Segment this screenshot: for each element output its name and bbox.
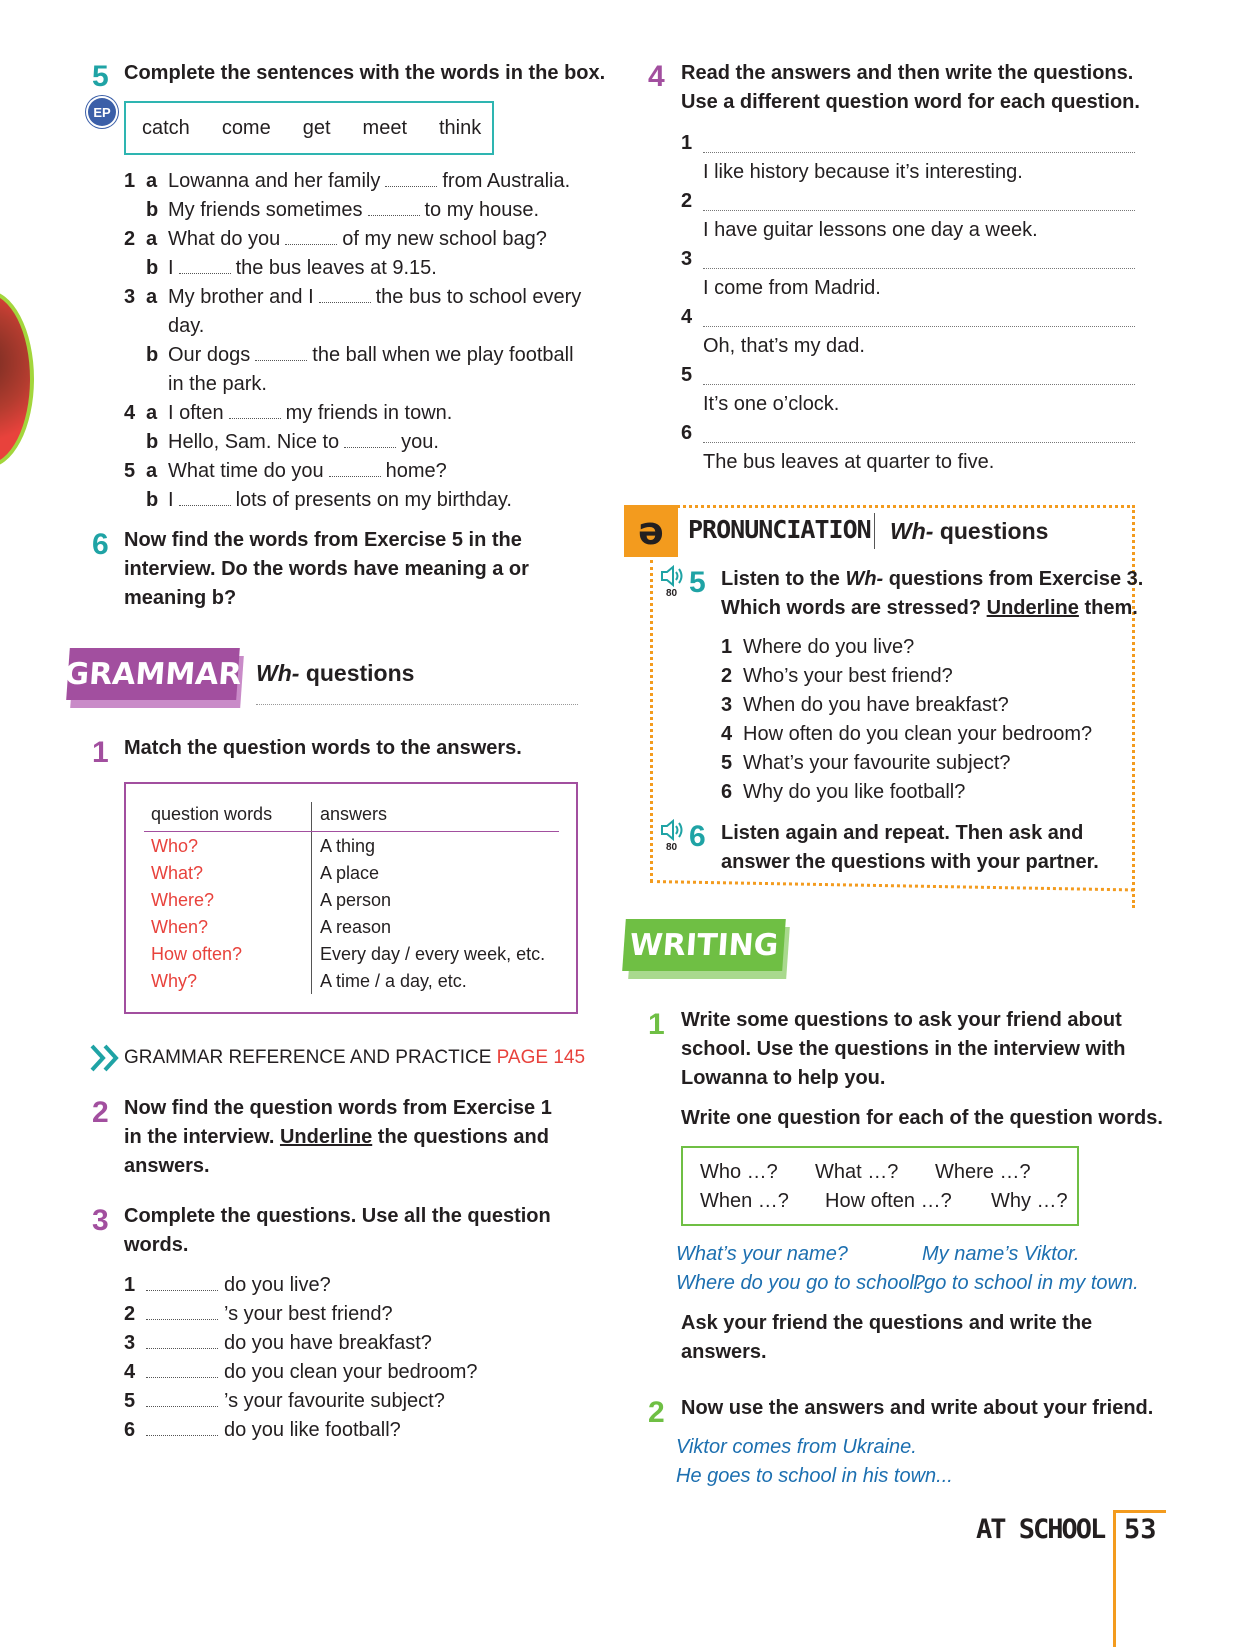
sentence-row [124,254,437,283]
sentence-text: What time do you [168,460,324,482]
text-fragment: Wh- [845,568,884,590]
question-row [124,1416,401,1445]
writing-exercise-1-line: Lowanna to help you. [681,1067,886,1089]
item-number: 1 [681,132,693,154]
answer-blank[interactable] [146,1334,218,1349]
sentence-text: My brother and I [168,286,314,308]
pronunciation-title-divider [874,513,875,549]
exercise-4-line: Use a different question word for each question. [681,91,1140,113]
text-fragment: them. [1084,597,1138,619]
sentence-letter: a [146,286,158,308]
word-item: meet [362,116,407,139]
question-word: Where? [151,890,215,910]
question-number: 2 [124,1303,136,1325]
question-text: When do you have breakfast? [743,694,1009,716]
sentence-text: from Australia. [442,170,571,192]
answer-blank[interactable] [179,491,231,506]
sentence-text: I [168,489,174,511]
question-number: 3 [124,1332,136,1354]
question-number: 4 [721,723,733,745]
answer-text: The bus leaves at quarter to five. [703,451,995,473]
text-fragment: Listen to the [721,568,840,590]
pronunciation-box-left-border [650,560,653,882]
exercise-5-number: 5 [92,60,109,93]
answer-line[interactable] [703,152,1135,153]
answer-blank[interactable] [229,404,281,419]
sentence-letter: a [146,228,158,250]
schwa-icon [624,505,678,557]
pronunciation-question [721,662,953,691]
sentence-row [124,312,204,341]
page-number: 53 [1124,1514,1157,1545]
question-word: When? [151,917,209,937]
item-number: 5 [681,364,693,386]
answer-blank[interactable] [285,230,337,245]
pronunciation-question [721,691,1009,720]
answer-line[interactable] [703,268,1135,269]
table-header-answers: answers [320,804,388,824]
sentence-number: 5 [124,460,136,482]
sentence-text: lots of presents on my birthday. [235,489,512,511]
word-item: catch [142,116,190,139]
box-word: Who …? [700,1161,778,1183]
pronunciation-question [721,720,1092,749]
question-number: 2 [721,665,733,687]
sentence-text: Our dogs [168,344,251,366]
question-number: 3 [721,694,733,716]
box-word: How often …? [825,1190,952,1212]
question-words-box [681,1146,1079,1226]
question-number: 1 [721,636,733,658]
sentence-row [124,486,512,515]
example-answer: I go to school in my town. [913,1272,1139,1294]
sentence-letter: b [146,489,159,511]
question-text: do you have breakfast? [224,1332,432,1354]
answer-line[interactable] [703,442,1135,443]
item-number: 2 [681,190,693,212]
question-words-table [124,782,578,1014]
grammar-exercise-2-line: Now find the question words from Exercise 1 [124,1097,552,1119]
question-text: What’s your favourite subject? [743,752,1011,774]
example-question: Where do you go to school? [676,1272,926,1294]
sentence-letter: b [146,344,159,366]
sentence-row [124,167,570,196]
question-number: 1 [124,1274,136,1296]
question-number: 4 [124,1361,136,1383]
answer-text: I have guitar lessons one day a week. [703,219,1038,241]
sentence-letter: b [146,431,159,453]
table-header-divider [144,831,559,832]
writing-exercise-2-number: 2 [648,1396,665,1429]
question-row [124,1271,331,1300]
answer-text: I come from Madrid. [703,277,881,299]
grammar-reference-text: GRAMMAR REFERENCE AND PRACTICE [124,1047,492,1068]
answer-type: A person [320,890,392,910]
ep-badge [88,98,116,126]
sentence-number: 2 [124,228,136,250]
text-fragment: in the interview. [124,1126,275,1148]
sentence-row [124,225,547,254]
pronunciation-exercise-6-line: Listen again and repeat. Then ask and [721,822,1084,844]
answer-blank[interactable] [385,172,437,187]
question-text: do you like football? [224,1419,401,1441]
writing-banner-label: WRITING [628,927,780,963]
underline-word: Underline [986,597,1079,619]
sentence-number: 3 [124,286,136,308]
box-word: Where …? [935,1161,1031,1183]
grammar-exercise-2-number: 2 [92,1096,109,1129]
question-number: 5 [721,752,733,774]
question-row [124,1358,478,1387]
writing-exercise-1-instruction-2: Write one question for each of the question words. [681,1107,1163,1129]
grammar-banner [63,648,243,700]
text-fragment: Which words are stressed? [721,597,982,619]
footer-section-title: AT SCHOOL [976,1514,1105,1545]
grammar-exercise-2-line [124,1122,549,1152]
question-word: Why? [151,971,198,991]
example-question: What’s your name? [676,1243,848,1265]
answer-blank[interactable] [255,346,307,361]
answer-blank[interactable] [146,1276,218,1291]
double-chevron-icon [90,1044,122,1072]
ep-badge-label: EP [93,104,111,120]
sentence-row [124,370,267,399]
grammar-reference-page: PAGE 145 [496,1047,586,1068]
answer-blank[interactable] [146,1363,218,1378]
answer-blank[interactable] [368,201,420,216]
answer-blank[interactable] [344,433,396,448]
grammar-exercise-2-line: answers. [124,1155,210,1177]
word-item: get [302,116,331,139]
question-text: Why do you like football? [743,781,966,803]
text-fragment: questions from Exercise 3. [888,568,1144,590]
sentence-text: I [168,257,174,279]
schwa-symbol: ə [638,509,664,553]
question-word: Who? [151,836,199,856]
writing-exercise-1-instruction-3: answers. [681,1341,767,1363]
writing-exercise-1-number: 1 [648,1008,665,1041]
writing-exercise-1-instruction-3: Ask your friend the questions and write the [681,1312,1093,1334]
photo-edge-decoration [0,290,34,468]
grammar-exercise-1-number: 1 [92,736,109,769]
pronunciation-exercise-5-line [721,564,1143,594]
sentence-text: the bus leaves at 9.15. [235,257,437,279]
question-row [124,1300,393,1329]
sentence-text: Hello, Sam. Nice to [168,431,340,453]
writing-example: He goes to school in his town... [676,1465,953,1487]
grammar-exercise-1-instruction: Match the question words to the answers. [124,737,522,759]
pronunciation-question [721,749,1011,778]
answer-type: A thing [320,836,376,856]
word-item: think [439,116,482,139]
question-text: Who’s your best friend? [743,665,953,687]
pronunciation-question [721,778,965,807]
question-text: do you live? [224,1274,331,1296]
sentence-text: my friends in town. [285,402,453,424]
grammar-subtitle-wh: Wh- [256,660,300,686]
grammar-subtitle [256,660,414,687]
pronunciation-exercise-5-line [721,593,1138,623]
exercise-6-line: Now find the words from Exercise 5 in the [124,529,522,551]
answer-type: Every day / every week, etc. [320,944,546,964]
grammar-subtitle-text: questions [305,660,415,686]
pronunciation-exercise-6-line: answer the questions with your partner. [721,851,1099,873]
exercise-4-line: Read the answers and then write the questions. [681,62,1134,84]
question-text: do you clean your bedroom? [224,1361,478,1383]
writing-banner [622,919,786,971]
pronunciation-subtitle-text: questions [939,518,1049,544]
grammar-divider [256,704,578,705]
exercise-6-line: interview. Do the words have meaning a or [124,558,529,580]
sentence-row [124,196,539,225]
answer-blank[interactable] [146,1392,218,1407]
exercise-6-line: meaning b? [124,587,237,609]
sentence-row [124,457,447,486]
answer-text: It’s one o’clock. [703,393,840,415]
question-text: ’s your best friend? [224,1303,393,1325]
question-number: 6 [721,781,733,803]
text-fragment: the questions and [377,1126,549,1148]
answer-line[interactable] [703,326,1135,327]
sentence-text: to my house. [424,199,540,221]
sentence-text: the ball when we play football [312,344,574,366]
audio-track-number: 80 [666,842,678,853]
grammar-exercise-3-line: words. [124,1234,189,1256]
exercise-6-number: 6 [92,528,109,561]
sentence-row [124,283,581,312]
sentence-number: 1 [124,170,136,192]
box-word: Why …? [991,1190,1068,1212]
sentence-text: day. [168,315,205,337]
item-number: 4 [681,306,693,328]
answer-type: A place [320,863,380,883]
pronunciation-subtitle-wh: Wh- [890,518,934,544]
sentence-text: home? [385,460,447,482]
item-number: 3 [681,248,693,270]
sentence-text: What do you [168,228,281,250]
word-box [124,101,494,155]
table-header-question-words: question words [151,804,273,824]
question-word: How often? [151,944,243,964]
question-number: 5 [124,1390,136,1412]
answer-line[interactable] [703,210,1135,211]
answer-line[interactable] [703,384,1135,385]
sentence-text: the bus to school every [375,286,582,308]
pronunciation-subtitle [890,518,1048,545]
pronunciation-question [721,633,914,662]
answer-blank[interactable] [146,1421,218,1436]
writing-exercise-2-instruction: Now use the answers and write about your friend. [681,1397,1154,1419]
box-word: What …? [815,1161,899,1183]
answer-blank[interactable] [146,1305,218,1320]
example-answer: My name’s Viktor. [922,1243,1080,1265]
sentence-letter: a [146,402,158,424]
answer-text: Oh, that’s my dad. [703,335,865,357]
sentence-letter: a [146,170,158,192]
writing-exercise-1-line: Write some questions to ask your friend about [681,1009,1122,1031]
answer-blank[interactable] [329,462,381,477]
answer-text: I like history because it’s interesting. [703,161,1023,183]
question-text: Where do you live? [743,636,915,658]
sentence-row [124,428,439,457]
sentence-letter: b [146,199,159,221]
grammar-banner-label: GRAMMAR [63,656,243,692]
grammar-exercise-3-number: 3 [92,1204,109,1237]
sentence-number: 4 [124,402,136,424]
question-row [124,1387,445,1416]
question-text: ’s your favourite subject? [224,1390,445,1412]
sentence-text: you. [401,431,439,453]
pronunciation-exercise-6-number: 6 [689,820,706,853]
sentence-text: My friends sometimes [168,199,363,221]
question-text: How often do you clean your bedroom? [743,723,1093,745]
sentence-letter: a [146,460,158,482]
grammar-reference-link[interactable] [124,1045,585,1071]
answer-blank[interactable] [179,259,231,274]
sentence-text: of my new school bag? [342,228,547,250]
answer-type: A reason [320,917,392,937]
answer-blank[interactable] [319,288,371,303]
question-row [124,1329,432,1358]
pronunciation-exercise-5-number: 5 [689,566,706,599]
audio-track-number: 80 [666,588,678,599]
sentence-text: in the park. [168,373,267,395]
question-word: What? [151,863,204,883]
word-item: come [221,116,271,139]
exercise-5-instruction: Complete the sentences with the words in the box. [124,62,606,84]
box-word: When …? [700,1190,789,1212]
pronunciation-title: PRONUNCIATION [688,515,871,544]
exercise-4-number: 4 [648,60,665,93]
writing-example: Viktor comes from Ukraine. [676,1436,917,1458]
writing-exercise-1-line: school. Use the questions in the interview with [681,1038,1126,1060]
sentence-text: Lowanna and her family [168,170,381,192]
sentence-text: I often [168,402,224,424]
question-number: 6 [124,1419,136,1441]
answer-type: A time / a day, etc. [320,971,467,991]
underline-word: Underline [279,1126,373,1148]
grammar-exercise-3-line: Complete the questions. Use all the question [124,1205,551,1227]
sentence-row [124,341,574,370]
item-number: 6 [681,422,693,444]
sentence-letter: b [146,257,159,279]
sentence-row [124,399,452,428]
